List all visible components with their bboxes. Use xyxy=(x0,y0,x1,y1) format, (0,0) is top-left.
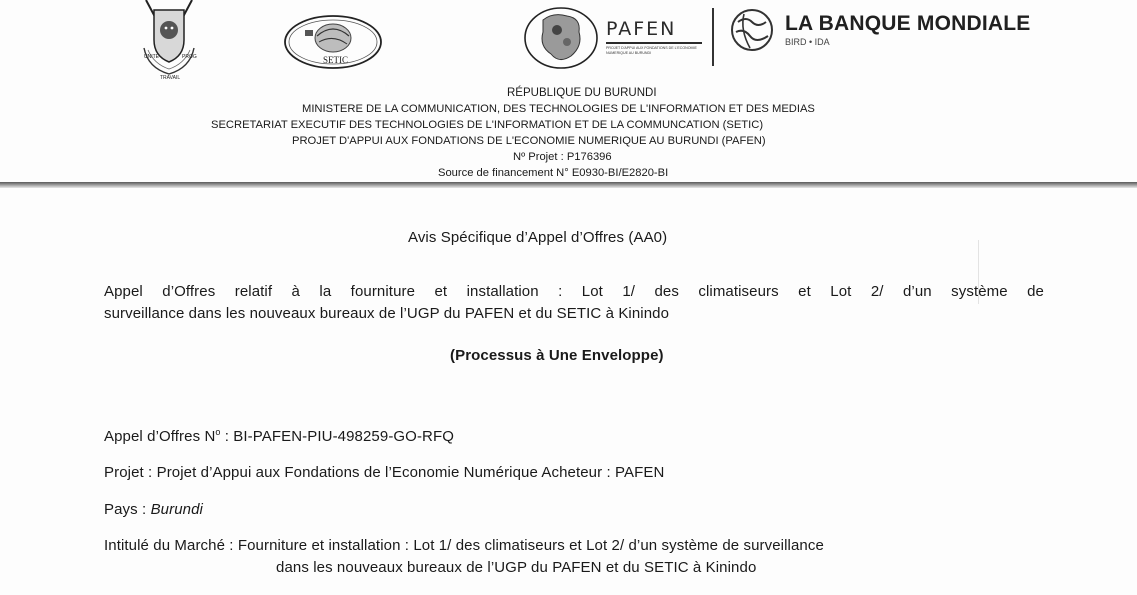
subject-line-1: Appel d’Offres relatif à la fourniture et installation : Lot 1/ des climatiseurs et Lot 2/ d’un système de xyxy=(104,283,1044,300)
world-bank-wordmark xyxy=(785,12,1030,48)
world-bank-name: LA BANQUE MONDIALE xyxy=(785,12,1031,35)
contract-title-row: Intitulé du Marché : Fourniture et installation : Lot 1/ des climatiseurs et Lot 2/ d’un système de surveillance xyxy=(104,537,824,554)
setic-label: SETIC xyxy=(323,55,349,65)
world-bank-sub: BIRD • IDA xyxy=(785,37,830,47)
process-type: (Processus à Une Enveloppe) xyxy=(450,347,664,364)
burundi-coat-of-arms-logo xyxy=(140,0,198,82)
pafen-name: PAFEN xyxy=(606,18,702,44)
logo-divider xyxy=(712,8,714,66)
country-label: Pays : xyxy=(104,501,151,518)
world-bank-globe-icon xyxy=(730,8,774,52)
pafen-subtitle: PROJET D'APPUI AUX FONDATIONS DE L'ECONOMIE NUMERIQUE AU BURUNDI xyxy=(606,46,697,55)
pafen-map-logo xyxy=(523,6,599,70)
header-project: PROJET D'APPUI AUX FONDATIONS DE L'ECONOMIE NUMERIQUE AU BURUNDI (PAFEN) xyxy=(292,135,766,147)
header-financing-source: Source de financement N° E0930-BI/E2820-BI xyxy=(438,167,669,179)
tender-number-superscript: o xyxy=(215,427,221,437)
svg-text:UNITE: UNITE xyxy=(144,54,159,60)
contract-title-row-continued: dans les nouveaux bureaux de l’UGP du PAFEN et du SETIC à Kinindo xyxy=(276,559,757,576)
tender-number-label: Appel d’Offres N xyxy=(104,428,216,445)
tender-number-row xyxy=(104,427,454,445)
setic-logo xyxy=(283,14,383,70)
pafen-wordmark xyxy=(606,18,702,55)
header-divider xyxy=(0,182,1137,188)
notice-title: Avis Spécifique d’Appel d’Offres (AA0) xyxy=(408,229,668,246)
notice-subject-paragraph xyxy=(104,281,1044,325)
tender-number-value: : BI-PAFEN-PIU-498259-GO-RFQ xyxy=(220,428,455,445)
country-value: Burundi xyxy=(150,501,203,518)
header-project-number: Nº Projet : P176396 xyxy=(513,151,612,163)
country-row xyxy=(104,501,203,518)
header-country: RÉPUBLIQUE DU BURUNDI xyxy=(507,87,657,99)
svg-text:TRAVAIL: TRAVAIL xyxy=(160,75,181,81)
svg-text:PROG: PROG xyxy=(182,54,197,60)
subject-line-2: surveillance dans les nouveaux bureaux de l’UGP du PAFEN et du SETIC à Kinindo xyxy=(104,305,670,322)
project-row: Projet : Projet d’Appui aux Fondations de l’Economie Numérique Acheteur : PAFEN xyxy=(104,464,665,481)
header-secretariat: SECRETARIAT EXECUTIF DES TECHNOLOGIES DE L'INFORMATION ET DE LA COMMUNCATION (SETIC) xyxy=(211,119,764,131)
header-ministry: MINISTERE DE LA COMMUNICATION, DES TECHNOLOGIES DE L'INFORMATION ET DES MEDIAS xyxy=(302,103,815,115)
